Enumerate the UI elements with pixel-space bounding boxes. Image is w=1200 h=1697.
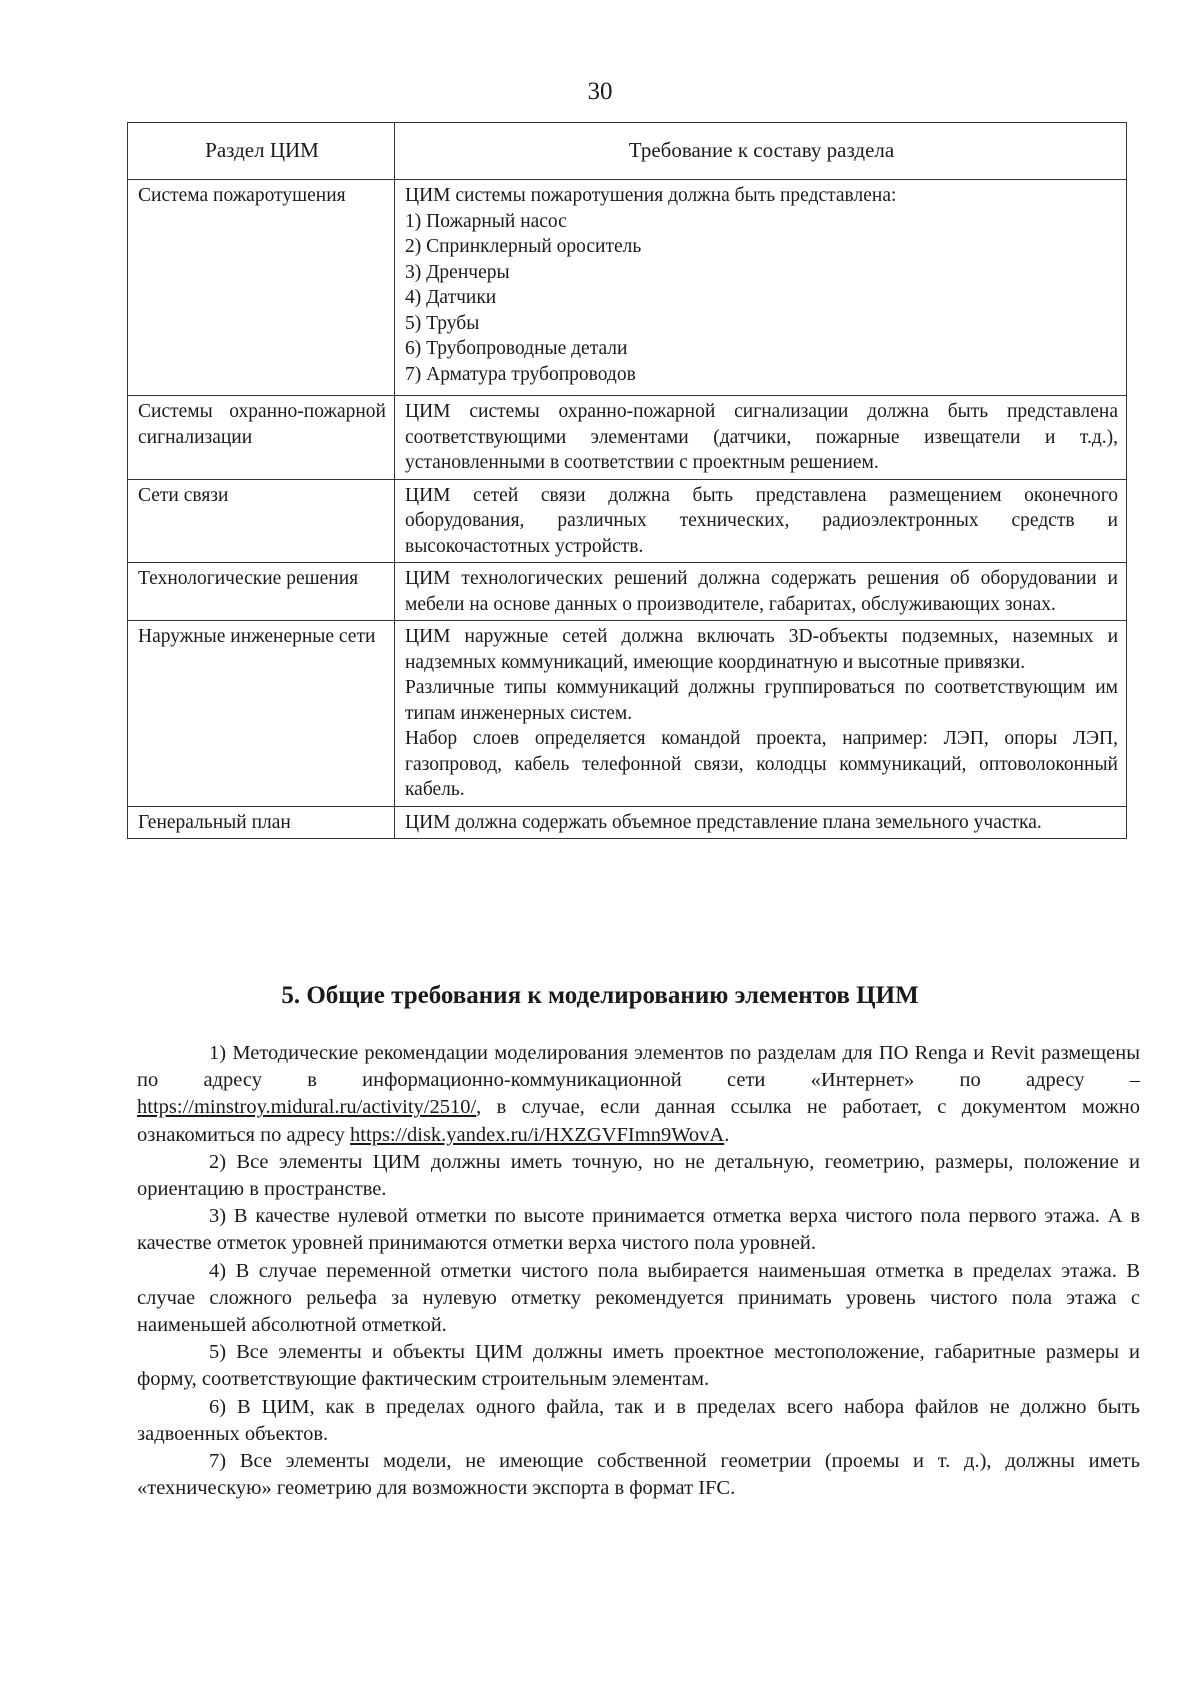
list-item: 3) Дренчеры <box>405 261 510 283</box>
paragraph-6: 6) В ЦИМ, как в пределах одного файла, так и в пределах всего набора файлов не должно быть задвоенных объектов. <box>137 1395 1140 1445</box>
row-requirement: ЦИМ должна содержать объемное представление плана земельного участка. <box>395 806 1127 839</box>
requirement-paragraph: Различные типы коммуникаций должны группироваться по соответствующим им типам инженерных систем. <box>405 677 1118 724</box>
paragraph-text: . <box>724 1123 730 1146</box>
header-requirement: Требование к составу раздела <box>395 123 1127 180</box>
table-row <box>128 621 1127 807</box>
requirements-table <box>127 122 1127 839</box>
paragraph-1 <box>137 1040 1140 1149</box>
row-requirement <box>395 621 1127 807</box>
section-heading: 5. Общие требования к моделированию элементов ЦИМ <box>281 982 919 1009</box>
table-header-row <box>128 123 1127 180</box>
minstroy-link[interactable]: https://minstroy.midural.ru/activity/2510/ <box>137 1096 477 1119</box>
requirement-paragraph: ЦИМ наружные сетей должна включать 3D-объекты подземных, наземных и надземных коммуникаций, имеющие координатную и высотные привязки. <box>405 626 1118 673</box>
list-item: 7) Арматура трубопроводов <box>405 363 636 385</box>
table-row <box>128 563 1127 621</box>
requirement-intro: ЦИМ системы пожаротушения должна быть представлена: <box>405 185 897 206</box>
row-requirement: ЦИМ сетей связи должна быть представлена размещением оконечного оборудования, различных технических, радиоэлектронных средств и высокочастотных устройств. <box>395 479 1127 563</box>
paragraph-4: 4) В случае переменной отметки чистого пола выбирается наименьшая отметка в пределах этажа. В случае сложного рельефа за нулевую отметку рекомендуется принимать уровень чистого пола этажа с наименьшей абсолютной отметкой. <box>137 1259 1140 1337</box>
row-requirement: ЦИМ технологических решений должна содержать решения об оборудовании и мебели на основе данных о производителе, габаритах, обслуживающих зонах. <box>395 563 1127 621</box>
paragraph-7: 7) Все элементы модели, не имеющие собственной геометрии (проемы и т. д.), должны иметь «техническую» геометрию для возможности экспорта в формат IFC. <box>137 1450 1140 1500</box>
yandex-disk-link[interactable]: https://disk.yandex.ru/i/HXZGVFImn9WovA <box>350 1123 725 1146</box>
paragraph-5: 5) Все элементы и объекты ЦИМ должны иметь проектное местоположение, габаритные размеры и форму, соответствующие фактическим строительным элементам. <box>137 1341 1140 1391</box>
list-item: 6) Трубопроводные детали <box>405 338 628 359</box>
header-section: Раздел ЦИМ <box>128 123 395 180</box>
row-requirement <box>395 180 1127 396</box>
paragraph-2: 2) Все элементы ЦИМ должны иметь точную, но не детальную, геометрию, размеры, положение и ориентацию в пространстве. <box>137 1150 1140 1201</box>
list-item: 4) Датчики <box>405 287 497 308</box>
paragraph-text: 1) Методические рекомендации моделирования элементов по разделам для ПО Renga и Revit размещены по адресу в информационно-коммуникационной сети «Интернет» по адресу – <box>137 1042 1140 1092</box>
requirement-paragraph: Набор слоев определяется командой проекта, например: ЛЭП, опоры ЛЭП, газопровод, кабель телефонной связи, колодцы коммуникаций, оптоволоконный кабель. <box>405 728 1118 800</box>
table-row <box>128 479 1127 563</box>
list-item: 2) Спринклерный ороситель <box>405 236 642 257</box>
row-section-label: Системы охранно-пожарной сигнализации <box>128 396 395 480</box>
row-section-label: Сети связи <box>128 479 395 563</box>
row-requirement: ЦИМ системы охранно-пожарной сигнализации должна быть представлена соответствующими элементами (датчики, пожарные извещатели и т.д.), установленными в соответствии с проектным решением. <box>395 396 1127 480</box>
list-item: 5) Трубы <box>405 312 480 334</box>
row-section-label: Система пожаротушения <box>128 180 395 396</box>
section-body <box>137 1040 1140 1502</box>
table-row <box>128 396 1127 480</box>
row-section-label: Технологические решения <box>128 563 395 621</box>
row-section-label: Наружные инженерные сети <box>128 621 395 807</box>
list-item: 1) Пожарный насос <box>405 210 567 232</box>
table-row <box>128 806 1127 839</box>
table-row <box>128 180 1127 396</box>
page-number: 30 <box>587 78 613 105</box>
paragraph-3: 3) В качестве нулевой отметки по высоте принимается отметка верха чистого пола первого этажа. А в качестве отметок уровней принимаются отметки верха чистого пола уровней. <box>137 1205 1140 1255</box>
paragraph-text: , в случае, если данная ссылка не работает, с документом можно ознакомиться по адресу <box>137 1096 1140 1146</box>
row-section-label: Генеральный план <box>128 806 395 839</box>
